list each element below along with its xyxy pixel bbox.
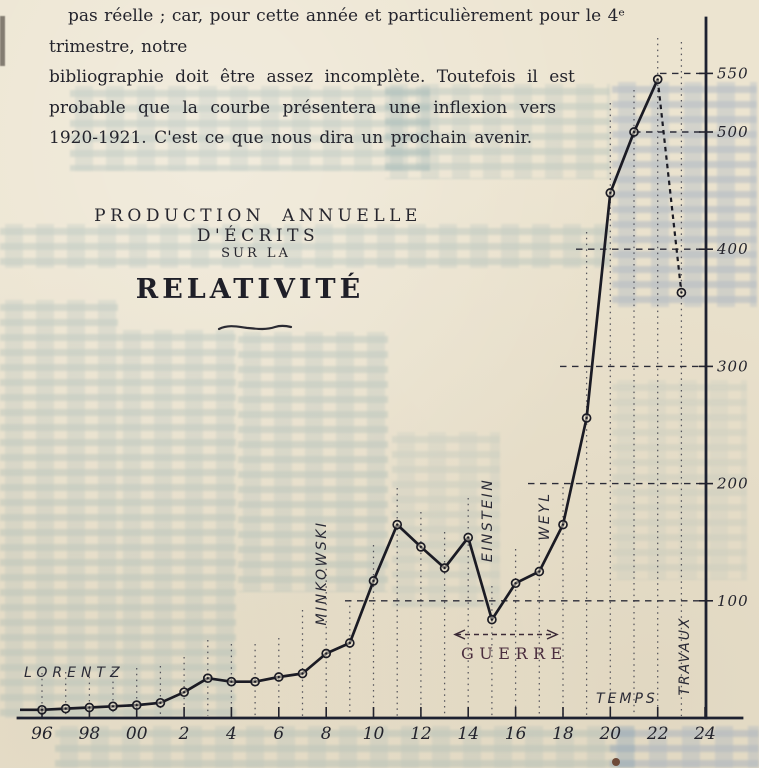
x-tick-label: 24: [694, 724, 716, 744]
paragraph-line: probable que la courbe présentera une inflexion vers: [49, 97, 557, 118]
y-tick-label: 400: [717, 240, 749, 259]
y-tick-label: 500: [717, 123, 749, 141]
paragraph-line: pas réelle ; car, pour cette année et particulièrement pour le 4ᵉ trimestre, notre: [49, 6, 626, 57]
x-tick-label: 16: [504, 724, 527, 744]
y-tick-label: 300: [717, 357, 749, 376]
x-tick-label: 22: [646, 724, 669, 744]
annotation-guerre: GUERRE: [461, 644, 568, 663]
x-axis-label-temps: TEMPS: [596, 691, 658, 707]
x-tick-label: 14: [457, 724, 480, 744]
paragraph-line: 1920-1921. C'est ce que nous dira un prochain avenir.: [49, 128, 533, 148]
y-tick-label: 550: [717, 64, 749, 83]
x-tick-label: 2: [178, 724, 190, 744]
x-tick-label: 4: [225, 724, 237, 744]
x-tick-label: 20: [599, 724, 622, 744]
annotation-lorentz: LORENTZ: [24, 665, 125, 681]
intro-paragraph: [49, 1, 709, 154]
chart-title-line2: SUR LA: [221, 246, 291, 261]
annotation-minkowski: MINKOWSKI: [314, 520, 330, 626]
x-tick-label: 18: [552, 724, 574, 744]
x-tick-label: 10: [362, 724, 385, 744]
x-tick-label: 00: [125, 724, 148, 744]
annotation-einstein: EINSTEIN: [480, 477, 496, 563]
x-tick-label: 6: [273, 724, 285, 744]
x-tick-label: 98: [78, 724, 101, 744]
paragraph-line: bibliographie doit être assez incomplète. Toutefois il est: [49, 67, 575, 87]
y-tick-label: 200: [717, 474, 749, 493]
chart-title-line3: RELATIVITÉ: [135, 274, 365, 305]
y-tick-label: 100: [717, 591, 749, 610]
x-tick-label: 8: [320, 724, 332, 744]
y-axis-label-travaux: TRAVAUX: [677, 616, 693, 696]
annotation-weyl: WEYL: [537, 491, 553, 541]
x-tick-label: 12: [410, 724, 432, 744]
x-tick-label: 96: [31, 724, 53, 744]
chart-title-line1: PRODUCTION ANNUELLE D'ÉCRITS: [94, 206, 422, 246]
